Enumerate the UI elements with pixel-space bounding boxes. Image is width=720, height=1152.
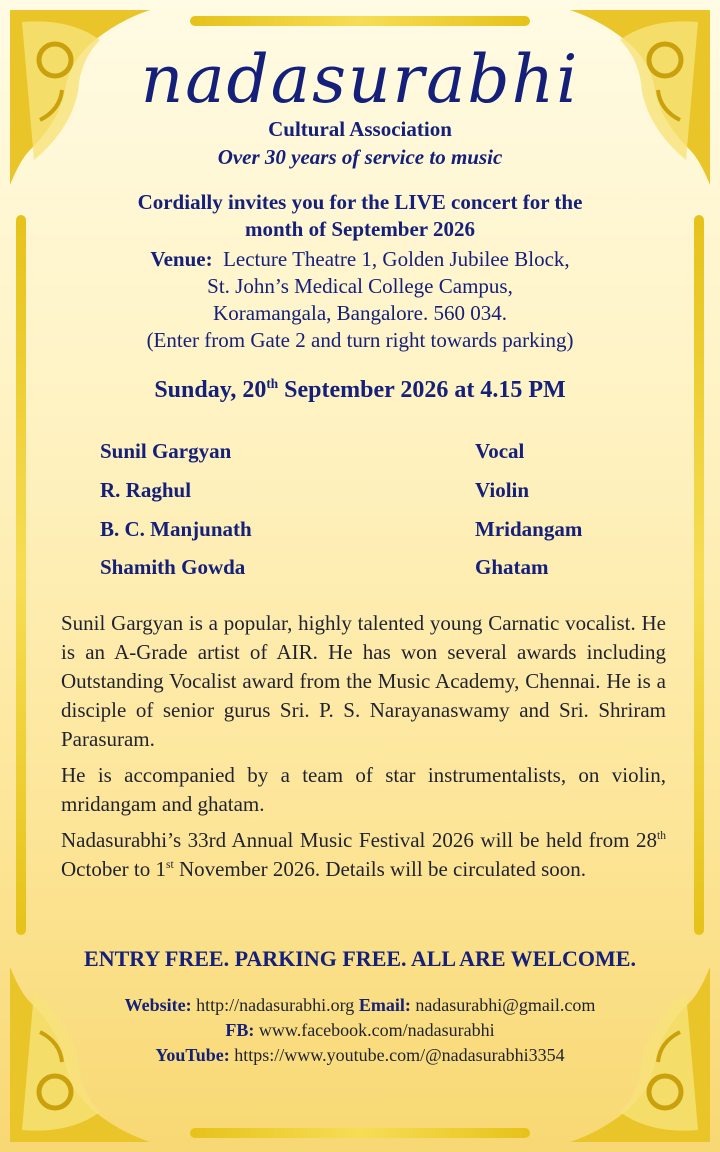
organization-tagline: Over 30 years of service to music bbox=[217, 145, 503, 169]
venue-block bbox=[0, 246, 720, 354]
youtube-label: YouTube: bbox=[155, 1045, 230, 1065]
invitation-text bbox=[0, 189, 720, 243]
festival-text-2: October to 1 bbox=[61, 857, 166, 881]
venue-address-3: Koramangala, Bangalore. 560 034. bbox=[213, 301, 507, 325]
festival-text-3: November 2026. Details will be circulated soon. bbox=[173, 857, 586, 881]
artist-name: R. Raghul bbox=[100, 478, 192, 502]
organization-subtitle: Cultural Association bbox=[268, 117, 452, 141]
artist-name: Shamith Gowda bbox=[100, 555, 246, 579]
footer-contact-line bbox=[0, 995, 720, 1016]
venue-label: Venue: bbox=[150, 247, 213, 271]
artist-name: Sunil Gargyan bbox=[100, 439, 232, 463]
facebook-label: FB: bbox=[225, 1020, 255, 1040]
event-date-suffix: th bbox=[266, 376, 279, 391]
artist-name: B. C. Manjunath bbox=[100, 517, 252, 541]
venue-line-1 bbox=[0, 246, 720, 273]
invitation-line-1: Cordially invites you for the LIVE concert for the bbox=[137, 190, 583, 214]
accompaniment-paragraph: He is accompanied by a team of star instrumentalists, on violin, mridangam and ghatam. bbox=[61, 763, 666, 816]
event-date-day: Sunday, 20 bbox=[154, 377, 267, 403]
event-date bbox=[0, 377, 720, 404]
top-border-bar bbox=[190, 16, 530, 26]
footer-youtube-line bbox=[0, 1045, 720, 1066]
festival-text-1: Nadasurabhi’s 33rd Annual Music Festival 2026 will be held from 28 bbox=[61, 828, 658, 852]
festival-paragraph bbox=[61, 826, 666, 884]
facebook-link[interactable]: www.facebook.com/nadasurabhi bbox=[258, 1020, 495, 1040]
artist-bio-paragraph: Sunil Gargyan is a popular, highly talented young Carnatic vocalist. He is an A-Grade artist of AIR. He has won several awards including Outstanding Vocalist award from the Music Academy, Chennai. He is a disciple of senior gurus Sri. P. S. Narayanaswamy and Sri. Shriram Parasuram. bbox=[61, 611, 666, 751]
website-label: Website: bbox=[124, 995, 192, 1015]
artist-role: Mridangam bbox=[475, 517, 583, 541]
venue-directions: (Enter from Gate 2 and turn right towards parking) bbox=[146, 328, 574, 352]
artist-role: Violin bbox=[475, 478, 530, 502]
festival-sup-2: st bbox=[165, 859, 174, 871]
website-link[interactable]: http://nadasurabhi.org bbox=[196, 995, 355, 1015]
youtube-link[interactable]: https://www.youtube.com/@nadasurabhi3354 bbox=[234, 1045, 565, 1065]
entry-note: ENTRY FREE. PARKING FREE. ALL ARE WELCOME. bbox=[84, 946, 636, 971]
organization-title: nadasurabhi bbox=[140, 41, 580, 118]
event-date-rest: September 2026 at 4.15 PM bbox=[278, 377, 566, 403]
email-label: Email: bbox=[358, 995, 411, 1015]
footer-facebook-line bbox=[0, 1020, 720, 1041]
email-link[interactable]: nadasurabhi@gmail.com bbox=[415, 995, 596, 1015]
artist-role: Ghatam bbox=[475, 555, 549, 579]
festival-sup-1: th bbox=[657, 830, 666, 842]
invitation-line-2: month of September 2026 bbox=[244, 217, 475, 241]
venue-address-2: St. John’s Medical College Campus, bbox=[207, 274, 513, 298]
venue-address-1: Lecture Theatre 1, Golden Jubilee Block, bbox=[223, 247, 570, 271]
artist-role: Vocal bbox=[475, 439, 525, 463]
bottom-border-bar bbox=[190, 1128, 530, 1138]
